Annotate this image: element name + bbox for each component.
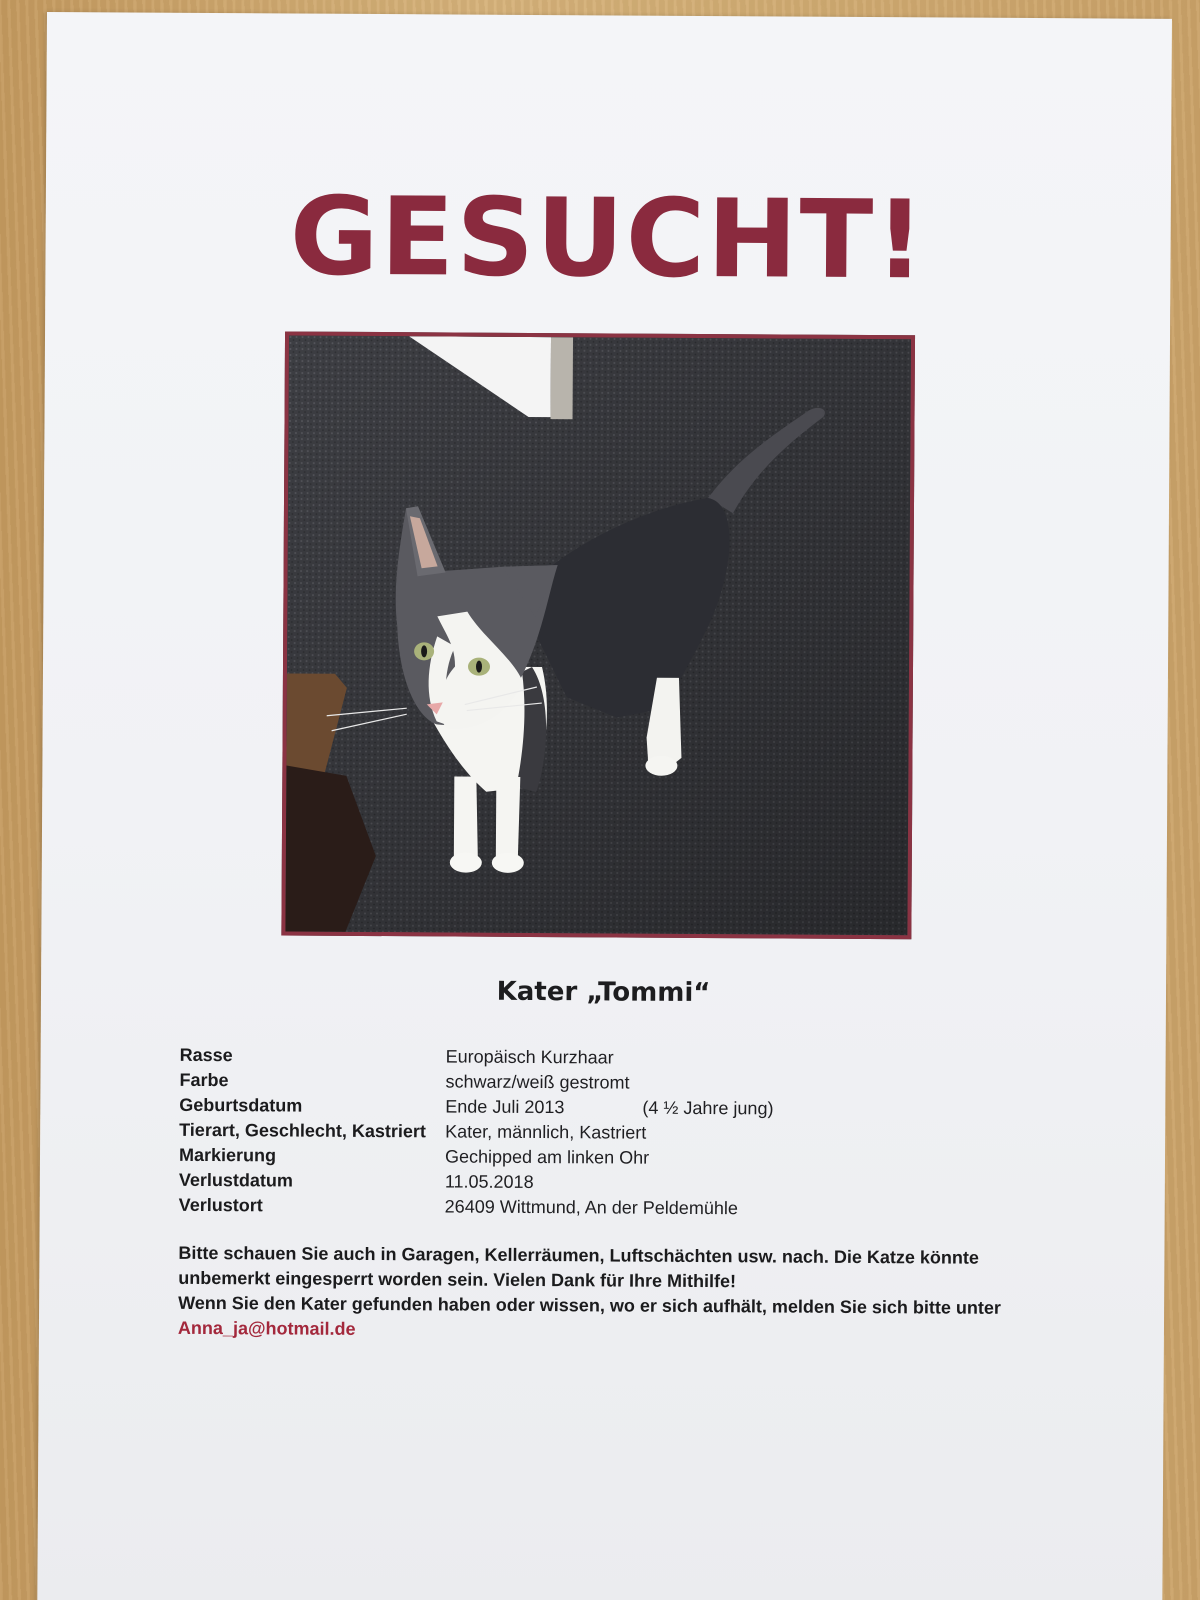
detail-value: Kater, männlich, Kastriert [445,1121,647,1143]
cat-paw-right [492,853,524,873]
detail-age-note: (4 ½ Jahre jung) [642,1097,774,1119]
detail-value: 26409 Wittmund, An der Peldemühle [444,1196,738,1219]
detail-label: Verlustort [178,1194,263,1216]
detail-value: 11.05.2018 [444,1171,534,1192]
detail-label: Geburtsdatum [179,1094,303,1116]
detail-value: Ende Juli 2013 [445,1096,565,1118]
cat-name-heading: Kater „Tommi“ [496,976,711,1009]
detail-value: Europäisch Kurzhaar [445,1046,614,1068]
detail-row-verlustort [179,1193,979,1223]
detail-label: Tierart, Geschlecht, Kastriert [179,1119,427,1142]
cat-photo [281,331,915,939]
detail-label: Markierung [178,1144,277,1166]
notes-contact-request: Wenn Sie den Kater gefunden haben oder wissen, wo er sich aufhält, melden Sie sich bitte unter [178,1292,1002,1318]
detail-label: Rasse [179,1044,233,1066]
poster-notes [178,1241,1039,1346]
details-table [179,1043,980,1223]
detail-value: schwarz/weiß gestromt [445,1071,630,1093]
notes-search-request: Bitte schauen Sie auch in Garagen, Kellerräumen, Luftschächten usw. nach. Die Katze könnte unbemerkt eingesperrt worden sein. Vielen Dank für Ihre Mithilfe! [178,1242,980,1292]
detail-label: Farbe [179,1069,229,1091]
cat-paw-left [450,852,482,872]
poster-sheet [37,12,1172,1600]
door-frame [551,337,574,419]
poster-heading: GESUCHT! [289,174,927,304]
detail-label: Verlustdatum [178,1169,293,1191]
contact-email-link[interactable]: Anna_ja@hotmail.de [177,1317,356,1339]
detail-value: Gechipped am linken Ohr [444,1146,650,1168]
cat-photo-illustration [285,335,911,935]
